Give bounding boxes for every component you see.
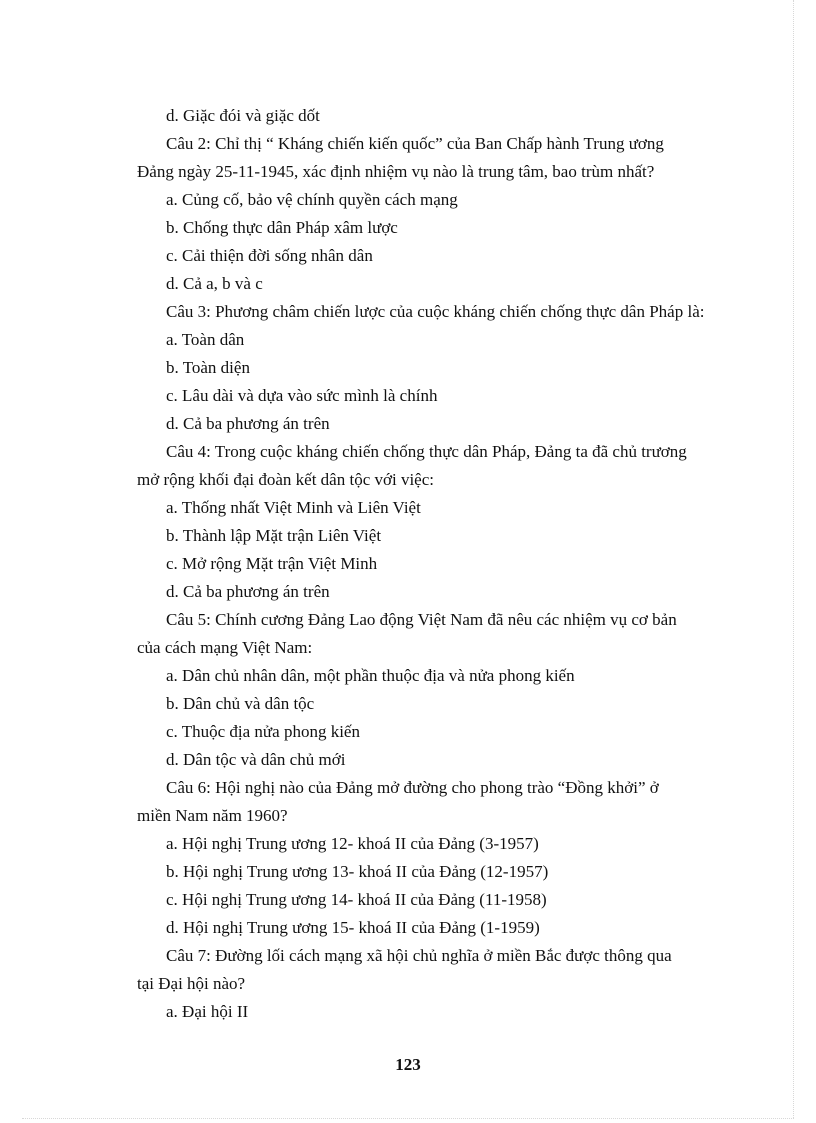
page-edge-bottom bbox=[22, 1118, 794, 1119]
text-line: miền Nam năm 1960? bbox=[137, 806, 288, 825]
text-line: d. Giặc đói và giặc dốt bbox=[166, 106, 320, 125]
text-line: a. Toàn dân bbox=[166, 330, 245, 349]
text-line: Câu 7: Đường lối cách mạng xã hội chủ nghĩa ở miền Bắc được thông qua bbox=[166, 946, 672, 965]
page-body-text bbox=[137, 102, 737, 1026]
text-line: c. Thuộc địa nửa phong kiến bbox=[166, 722, 360, 741]
text-line: a. Hội nghị Trung ương 12- khoá II của Đảng (3-1957) bbox=[166, 834, 539, 853]
text-line: Câu 3: Phương châm chiến lược của cuộc kháng chiến chống thực dân Pháp là: bbox=[166, 302, 705, 321]
text-line: c. Hội nghị Trung ương 14- khoá II của Đảng (11-1958) bbox=[166, 890, 547, 909]
text-line: d. Cả a, b và c bbox=[166, 274, 263, 293]
text-line: c. Lâu dài và dựa vào sức mình là chính bbox=[166, 386, 438, 405]
text-line: tại Đại hội nào? bbox=[137, 974, 246, 993]
text-line: Câu 5: Chính cương Đảng Lao động Việt Nam đã nêu các nhiệm vụ cơ bản bbox=[166, 610, 677, 629]
text-line: của cách mạng Việt Nam: bbox=[137, 638, 313, 657]
text-line: c. Mở rộng Mặt trận Việt Minh bbox=[166, 554, 378, 573]
text-line: a. Thống nhất Việt Minh và Liên Việt bbox=[166, 498, 421, 517]
text-line: a. Đại hội II bbox=[166, 1002, 249, 1021]
text-line: c. Cải thiện đời sống nhân dân bbox=[166, 246, 373, 265]
page-number: 123 bbox=[395, 1055, 421, 1074]
text-line: b. Toàn diện bbox=[166, 358, 250, 377]
text-line: a. Củng cố, bảo vệ chính quyền cách mạng bbox=[166, 190, 458, 209]
page-edge-right bbox=[793, 0, 794, 1118]
text-line: d. Cả ba phương án trên bbox=[166, 582, 330, 601]
text-line: b. Hội nghị Trung ương 13- khoá II của Đảng (12-1957) bbox=[166, 862, 549, 881]
text-line: Câu 6: Hội nghị nào của Đảng mở đường cho phong trào “Đồng khởi” ở bbox=[166, 778, 659, 797]
text-line: Đảng ngày 25-11-1945, xác định nhiệm vụ nào là trung tâm, bao trùm nhất? bbox=[137, 162, 655, 181]
text-line: d. Hội nghị Trung ương 15- khoá II của Đảng (1-1959) bbox=[166, 918, 540, 937]
text-line: d. Dân tộc và dân chủ mới bbox=[166, 750, 346, 769]
text-line: b. Chống thực dân Pháp xâm lược bbox=[166, 218, 398, 237]
text-line: a. Dân chủ nhân dân, một phần thuộc địa và nửa phong kiến bbox=[166, 666, 575, 685]
text-line: d. Cả ba phương án trên bbox=[166, 414, 330, 433]
text-line: Câu 2: Chỉ thị “ Kháng chiến kiến quốc” của Ban Chấp hành Trung ương bbox=[166, 134, 664, 153]
text-line: b. Dân chủ và dân tộc bbox=[166, 694, 315, 713]
text-line: mở rộng khối đại đoàn kết dân tộc với việc: bbox=[137, 470, 434, 489]
text-line: Câu 4: Trong cuộc kháng chiến chống thực dân Pháp, Đảng ta đã chủ trương bbox=[166, 442, 687, 461]
text-line: b. Thành lập Mặt trận Liên Việt bbox=[166, 526, 382, 545]
